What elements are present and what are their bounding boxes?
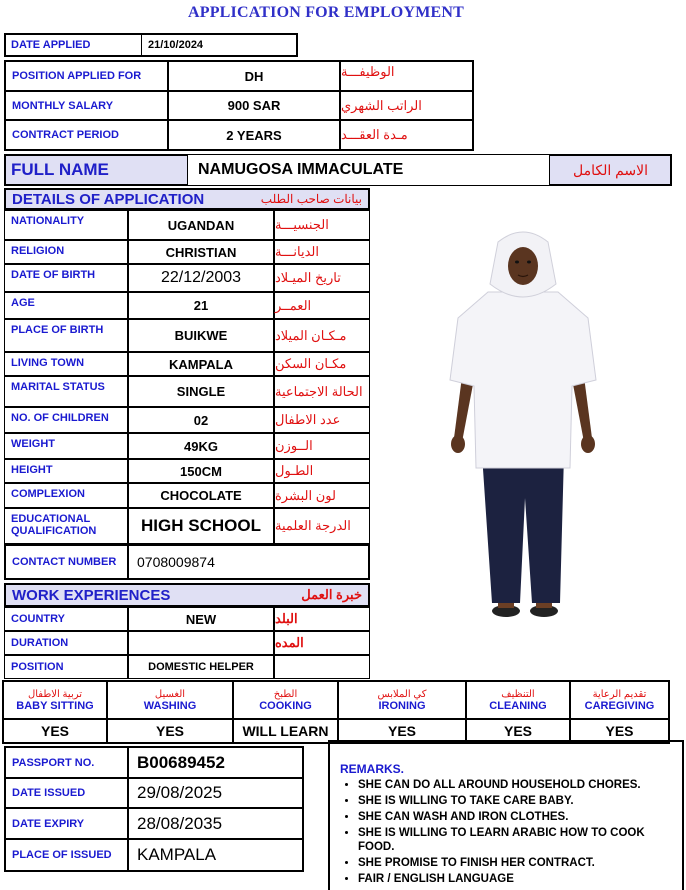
skill-header xyxy=(233,681,338,719)
detail-value: 49KG xyxy=(128,433,274,459)
contract-value: 2 YEARS xyxy=(168,120,340,150)
detail-ar: الجنسيـــة xyxy=(274,210,370,240)
detail-value: HIGH SCHOOL xyxy=(128,508,274,544)
detail-ar: عدد الاطفال xyxy=(274,407,370,433)
remark-item: • SHE PROMISE TO FINISH HER CONTRACT. xyxy=(358,856,682,870)
work-position-ar xyxy=(274,655,370,679)
skill-ar: التنظيف xyxy=(501,688,535,700)
skill-value: YES xyxy=(3,719,107,743)
full-name-label: FULL NAME xyxy=(5,155,188,185)
full-name-value: NAMUGOSA IMMACULATE xyxy=(188,155,550,185)
work-header-label: WORK EXPERIENCES xyxy=(12,586,171,604)
position-value: DH xyxy=(168,61,340,91)
work-position-label: POSITION xyxy=(4,655,128,679)
detail-label: WEIGHT xyxy=(4,433,128,459)
skill-header xyxy=(107,681,233,719)
detail-ar: الطـول xyxy=(274,459,370,483)
skill-header xyxy=(466,681,570,719)
passport-value: KAMPALA xyxy=(128,839,303,871)
date-applied-label: DATE APPLIED xyxy=(5,34,142,56)
work-duration-value xyxy=(128,631,274,655)
applicant-photo xyxy=(448,228,598,623)
work-header-ar: خبرة العمل xyxy=(301,587,362,602)
passport-label: PASSPORT NO. xyxy=(5,747,128,778)
detail-value: 21 xyxy=(128,292,274,319)
work-position-value: DOMESTIC HELPER xyxy=(128,655,274,679)
detail-ar: الدرجة العلمية xyxy=(274,508,370,544)
detail-label: RELIGION xyxy=(4,240,128,264)
passport-label: PLACE OF ISSUED xyxy=(5,839,128,871)
position-label: POSITION APPLIED FOR xyxy=(5,61,168,91)
detail-ar: مكـان السكن xyxy=(274,352,370,376)
work-country-label: COUNTRY xyxy=(4,607,128,631)
detail-label: LIVING TOWN xyxy=(4,352,128,376)
salary-label: MONTHLY SALARY xyxy=(5,91,168,120)
detail-value: UGANDAN xyxy=(128,210,274,240)
work-header xyxy=(4,583,370,607)
passport-value: B00689452 xyxy=(128,747,303,778)
skill-value: WILL LEARN xyxy=(233,719,338,743)
detail-value: CHOCOLATE xyxy=(128,483,274,508)
remarks-box xyxy=(328,740,684,890)
remark-item: • SHE IS WILLING TO TAKE CARE BABY. xyxy=(358,794,682,808)
contact-value: 0708009874 xyxy=(128,544,370,580)
detail-value: 150CM xyxy=(128,459,274,483)
position-ar: الوظيفـــة xyxy=(340,61,473,91)
passport-value: 29/08/2025 xyxy=(128,778,303,808)
date-applied-value: 21/10/2024 xyxy=(148,39,204,51)
work-duration-ar: المده xyxy=(274,631,370,655)
passport-value: 28/08/2035 xyxy=(128,808,303,839)
salary-value: 900 SAR xyxy=(168,91,340,120)
page-title: APPLICATION FOR EMPLOYMENT xyxy=(187,4,464,21)
detail-label: AGE xyxy=(4,292,128,319)
contract-ar: مـدة العقـــد xyxy=(340,120,473,150)
detail-ar: العمــر xyxy=(274,292,370,319)
detail-value: 22/12/2003 xyxy=(128,264,274,292)
skill-en: CLEANING xyxy=(489,699,547,712)
skill-ar: تقديم الرعاية xyxy=(592,688,647,700)
skill-en: BABY SITTING xyxy=(16,699,94,712)
detail-value: BUIKWE xyxy=(128,319,274,352)
work-country-ar: البلد xyxy=(274,607,370,631)
detail-ar: مـكـان الميلاد xyxy=(274,319,370,352)
skill-en: CAREGIVING xyxy=(584,699,655,712)
detail-label: EDUCATIONAL QUALIFICATION xyxy=(4,508,128,544)
contact-label: CONTACT NUMBER xyxy=(4,544,128,580)
contract-label: CONTRACT PERIOD xyxy=(5,120,168,150)
remark-item: • SHE CAN DO ALL AROUND HOUSEHOLD CHORES. xyxy=(358,778,682,792)
salary-ar: الراتب الشهري xyxy=(340,91,473,120)
details-header xyxy=(4,188,370,210)
remark-item: • FAIR / ENGLISH LANGUAGE xyxy=(358,872,682,886)
detail-value: SINGLE xyxy=(128,376,274,407)
detail-value: CHRISTIAN xyxy=(128,240,274,264)
remarks-title: REMARKS. xyxy=(340,762,405,776)
remarks-list xyxy=(340,778,682,886)
detail-ar: الــوزن xyxy=(274,433,370,459)
passport-label: DATE ISSUED xyxy=(5,778,128,808)
skill-en: WASHING xyxy=(143,699,197,712)
detail-ar: الحالة الاجتماعية xyxy=(274,376,370,407)
detail-label: NATIONALITY xyxy=(4,210,128,240)
skill-en: IRONING xyxy=(378,699,426,712)
skill-ar: الغسيل xyxy=(154,688,186,700)
details-header-label: DETAILS OF APPLICATION xyxy=(12,190,205,208)
skill-header xyxy=(338,681,466,719)
detail-label: DATE OF BIRTH xyxy=(4,264,128,292)
detail-ar: تاريخ الميـلاد xyxy=(274,264,370,292)
remark-item: • SHE IS WILLING TO LEARN ARABIC HOW TO COOK FOOD. xyxy=(358,826,682,854)
skill-header xyxy=(3,681,107,719)
skill-value: YES xyxy=(570,719,669,743)
passport-label: DATE EXPIRY xyxy=(5,808,128,839)
detail-label: HEIGHT xyxy=(4,459,128,483)
detail-ar: لون البشرة xyxy=(274,483,370,508)
detail-label: PLACE OF BIRTH xyxy=(4,319,128,352)
detail-label: COMPLEXION xyxy=(4,483,128,508)
full-name-ar: الاسم الكامل xyxy=(572,161,649,178)
remark-item: • SHE CAN WASH AND IRON CLOTHES. xyxy=(358,810,682,824)
detail-label: MARITAL STATUS xyxy=(4,376,128,407)
detail-ar: الديانـــة xyxy=(274,240,370,264)
skill-value: YES xyxy=(466,719,570,743)
skill-ar: كي الملابس xyxy=(377,688,427,700)
skill-ar: تربية الاطفال xyxy=(27,688,83,700)
work-duration-label: DURATION xyxy=(4,631,128,655)
skill-value: YES xyxy=(107,719,233,743)
skill-value: YES xyxy=(338,719,466,743)
skill-header xyxy=(570,681,669,719)
work-country-value: NEW xyxy=(128,607,274,631)
detail-value: 02 xyxy=(128,407,274,433)
details-header-ar: بيانات صاحب الطلب xyxy=(260,192,362,206)
skill-en: COOKING xyxy=(259,699,312,712)
detail-label: NO. OF CHILDREN xyxy=(4,407,128,433)
detail-value: KAMPALA xyxy=(128,352,274,376)
skill-ar: الطبخ xyxy=(273,688,298,700)
